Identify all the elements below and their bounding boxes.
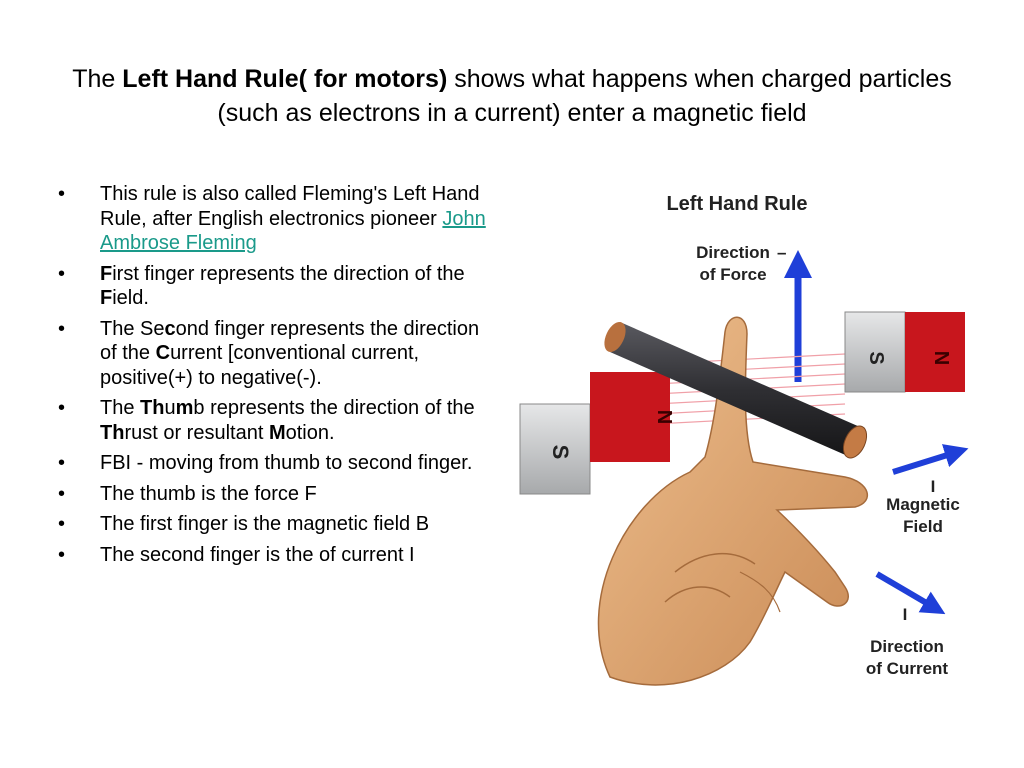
force-label-line2: of Force (699, 265, 767, 284)
bullet-item (58, 396, 498, 445)
bullet-emphasis: m (175, 397, 194, 419)
slide-title (40, 62, 984, 130)
magnet-left-s: S (548, 444, 573, 460)
magnet-left-n: N (653, 409, 675, 425)
title-bold: Left Hand Rule( for motors) (122, 65, 448, 93)
bullet-emphasis: c (164, 317, 176, 340)
bullet-text: rust or resultant (124, 421, 269, 444)
bullet-item (58, 482, 498, 507)
force-label-line1: Direction (696, 243, 770, 262)
john-ambrose-fleming-link[interactable]: John Ambrose Fleming (100, 207, 486, 254)
bullet-text: b represents the direction of the (193, 397, 475, 419)
bullet-item (58, 262, 498, 311)
bullet-marker: • (58, 482, 66, 505)
field-arrow (893, 452, 957, 472)
field-mark: I (930, 477, 936, 496)
field-label-line1: Magnetic (886, 495, 960, 514)
bullet-text: u (164, 397, 176, 419)
bullet-marker: • (58, 262, 66, 285)
bullet-marker: • (58, 513, 66, 535)
bullet-text: ield. (112, 287, 149, 309)
bullet-text: ond finger represents the direction of the (100, 317, 480, 364)
title-pre: The (72, 65, 123, 93)
bullet-text: otion. (285, 421, 335, 444)
bullet-marker: • (58, 543, 66, 566)
bullet-text: urrent [conventional current, positive(+) to negative(-). (100, 342, 420, 389)
magnet-right-s: S (865, 351, 887, 365)
bullet-marker: • (58, 183, 66, 205)
bullet-item (58, 512, 498, 537)
magnet-right-n: N (930, 350, 952, 366)
bullet-marker: • (58, 397, 66, 419)
bullet-emphasis: Th (140, 397, 165, 419)
left-hand-rule-diagram (515, 172, 980, 697)
magnet-left (520, 372, 675, 494)
bullet-text: FBI - moving from thumb to second finger. (100, 452, 473, 474)
force-mark: – (777, 243, 787, 262)
bullet-text: The thumb is the force F (100, 482, 317, 505)
title-post: shows what happens when charged particles (such as electrons in a current) enter a magnetic field (217, 65, 952, 127)
bullet-emphasis: F (100, 262, 113, 285)
bullet-emphasis: C (155, 342, 171, 364)
current-label-line2: of Current (865, 659, 949, 678)
bullet-marker: • (58, 452, 66, 474)
current-arrow (877, 574, 935, 608)
bullet-emphasis: Th (100, 421, 125, 444)
bullet-item (58, 543, 498, 568)
bullet-item (58, 451, 498, 476)
diagram-heading: Left Hand Rule (666, 193, 808, 215)
bullet-item (58, 182, 498, 256)
bullet-text: The Se (100, 317, 165, 340)
bullet-text: The (100, 397, 141, 419)
bullet-emphasis: M (268, 421, 286, 444)
field-label-line2: Field (903, 517, 943, 536)
current-label-line1: Direction (870, 637, 944, 656)
bullet-text: The second finger is the of current I (100, 543, 415, 566)
current-mark: I (902, 605, 908, 624)
magnet-right (845, 312, 965, 392)
bullet-text: This rule is also called Fleming's Left Hand Rule, after English electronics pioneer (100, 183, 480, 230)
bullet-text: The first finger is the magnetic field B (100, 513, 430, 535)
bullet-text: irst finger represents the direction of the (112, 262, 465, 285)
bullet-emphasis: F (100, 287, 113, 309)
bullet-list (58, 182, 498, 573)
bullet-marker: • (58, 317, 66, 340)
bullet-item (58, 317, 498, 391)
